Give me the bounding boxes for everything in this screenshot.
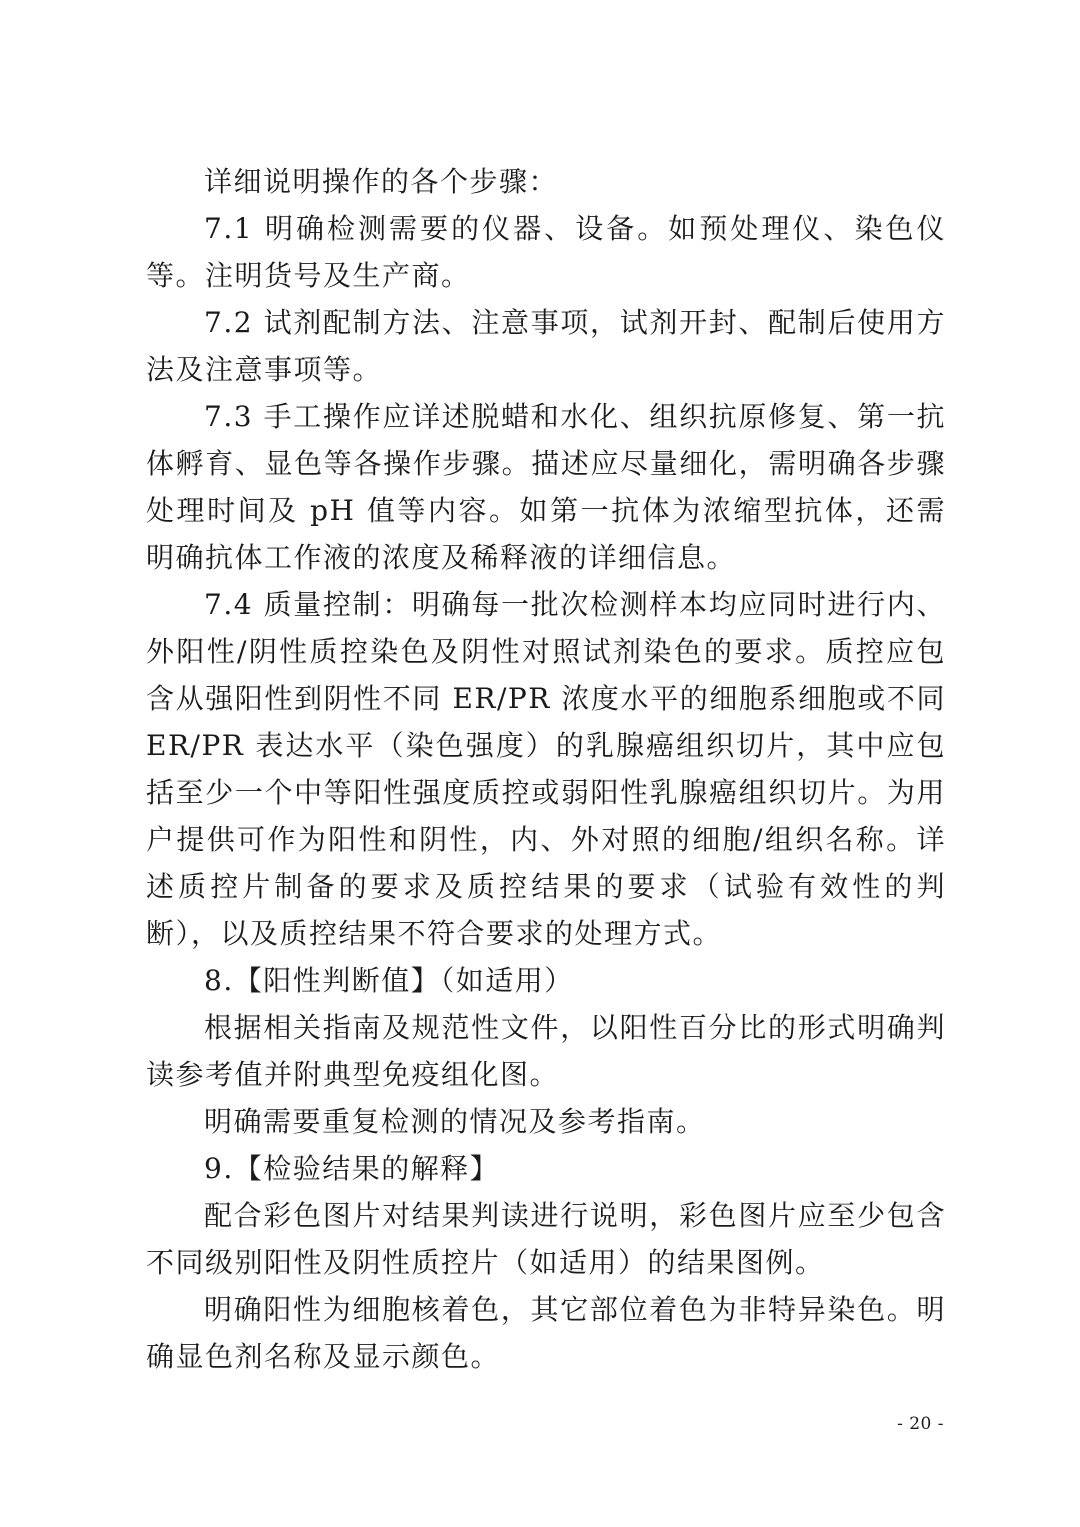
paragraph-7-3: 7.3 手工操作应详述脱蜡和水化、组织抗原修复、第一抗体孵育、显色等各操作步骤。描述应尽量细化，需明确各步骤处理时间及 pH 值等内容。如第一抗体为浓缩型抗体，还需明确抗体工作液的浓度及稀释液的详细信息。 [146,400,946,574]
paragraph-7-2: 7.2 试剂配制方法、注意事项，试剂开封、配制后使用方法及注意事项等。 [146,306,946,386]
page-number: - 20 - [897,1414,944,1434]
paragraph-7-1: 7.1 明确检测需要的仪器、设备。如预处理仪、染色仪等。注明货号及生产商。 [146,212,946,292]
section-heading-9: 9.【检验结果的解释】 [204,1152,500,1185]
paragraph-9-body-2: 明确阳性为细胞核着色，其它部位着色为非特异染色。明确显色剂名称及显示颜色。 [146,1293,946,1373]
paragraph-8-body-1: 根据相关指南及规范性文件，以阳性百分比的形式明确判读参考值并附典型免疫组化图。 [146,1011,946,1091]
paragraph-8-body-2: 明确需要重复检测的情况及参考指南。 [204,1105,706,1138]
paragraph-9-body-1: 配合彩色图片对结果判读进行说明，彩色图片应至少包含不同级别阳性及阴性质控片（如适用）的结果图例。 [146,1199,946,1279]
paragraph-7-4: 7.4 质量控制：明确每一批次检测样本均应同时进行内、外阳性/阴性质控染色及阴性对照试剂染色的要求。质控应包含从强阳性到阴性不同 ER/PR 浓度水平的细胞系细胞或不同 ER/PR 表达水平（染色强度）的乳腺癌组织切片，其中应包括至少一个中等阳性强度质控或弱阳性乳腺癌组织切片。为用户提供可作为阳性和阴性，内、外对照的细胞/组织名称。详述质控片制备的要求及质控结果的要求（试验有效性的判断），以及质控结果不符合要求的处理方式。 [146,588,946,950]
paragraph-intro: 详细说明操作的各个步骤： [204,165,559,198]
document-body [146,158,946,1380]
section-heading-8: 8.【阳性判断值】（如适用） [204,964,574,997]
